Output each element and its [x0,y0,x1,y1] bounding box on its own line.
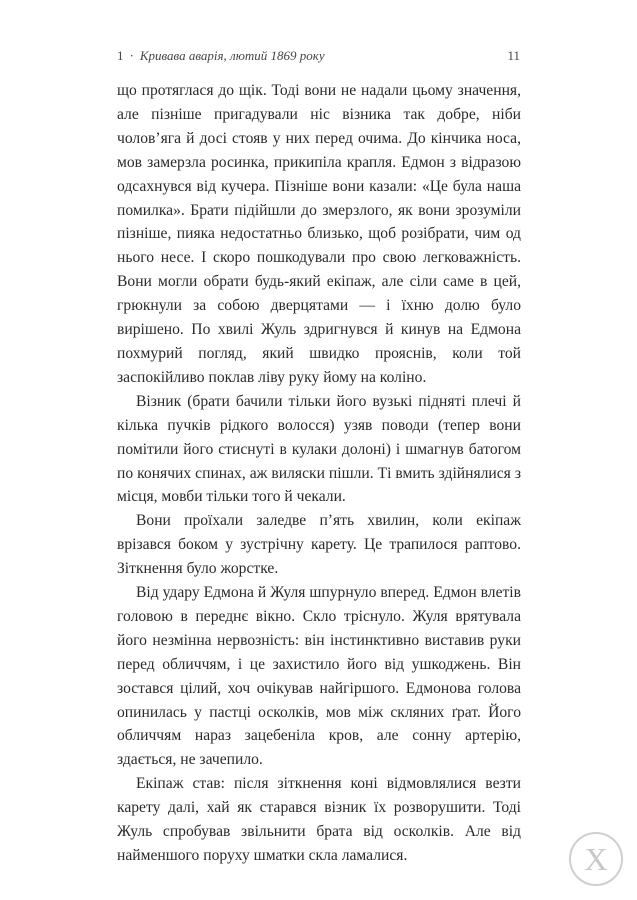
running-header [117,48,517,66]
paragraph: Екіпаж став: після зіткнення коні відмовлялися везти карету далі, хай як старався візник їх розворушити. Тоді Жуль спробував звільнити брата від осколків. Але від найменшого поруху шматки скла ламалися. [117,775,521,864]
paragraph: Візник (брати бачили тільки його вузькі підняті плечі й кілька пучків рідкого волосся) узяв поводи (тепер вони помітили його стиснуті в кулаки долоні) і шмагнув батогом по конячих спинах, аж виляски пішли. Ті вмить здійнялися з місця, мовби тільки того й чекали. [117,392,521,506]
body-text [117,79,521,868]
watermark-letter: Х [584,841,608,877]
paragraph: Від удару Едмона й Жуля шпурнуло вперед. Едмон влетів головою в переднє вікно. Скло тріснуло. Жуля врятувала його незмінна нервозність: він інстинктивно виставив руки перед обличчям, і це захистило його від ушкоджень. Він зостався цілий, хоч очікував найгіршого. Едмонова голова опинилась у пастці осколків, мов між скляних ґрат. Його обличчям нараз зацебеніла кров, але сонну артерію, здається, не зачепило. [117,584,521,769]
paragraph: Вони проїхали заледве пʼять хвилин, коли екіпаж врізався боком у зустрічну карету. Це трапилося раптово. Зіткнення було жорстке. [117,512,521,578]
header-separator: · [129,48,134,63]
chapter-number: 1 [117,48,124,63]
watermark-logo-icon [567,830,625,888]
paragraph: що протяглася до щік. Тоді вони не надали цьому значення, але пізніше пригадували ніс візника так добре, ніби чоловʼяга й досі стояв у них перед очима. До кінчика носа, мов замерзла росинка, прикипіла крапля. Едмон з відразою одсахнувся від кучера. Пізніше вони казали: «Це була наша помилка». Брати підійшли до змерзлого, як вони зрозуміли пізніше, пияка недостатньо близько, щоб розібрати, чим од нього несе. І скоро пошкодували про свою легковажність. Вони могли обрати будь-який екіпаж, але сіли саме в цей, грюкнули за собою дверцятами — і їхню долю було вирішено. По хвилі Жуль здригнувся й кинув на Едмона похмурий погляд, який швидко прояснів, коли той заспокійливо поклав ліву руку йому на коліно. [117,82,521,386]
chapter-title: Кривава аварія, лютий 1869 року [139,48,325,63]
page-number: 11 [507,48,520,63]
